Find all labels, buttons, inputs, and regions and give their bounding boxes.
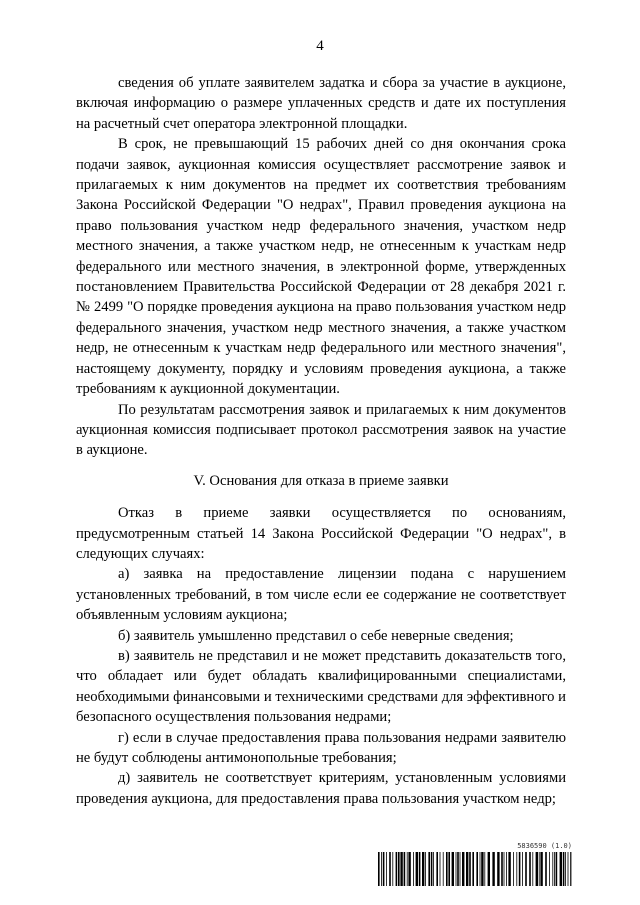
- paragraph: сведения об уплате заявителем задатка и сбора за участие в аукционе, включая информацию о размере уплаченных средств и дате их поступления на расчетный счет оператора электронной площадки.: [76, 75, 566, 132]
- barcode-block: [378, 842, 572, 888]
- document-body: [76, 73, 566, 809]
- barcode-image: [378, 852, 572, 886]
- list-item: б) заявитель умышленно представил о себе неверные сведения;: [118, 627, 514, 644]
- list-item: д) заявитель не соответствует критериям, установленным условиями проведения аукциона, для предоставления права пользования участком недр;: [76, 770, 566, 807]
- section-heading: V. Основания для отказа в приеме заявки: [193, 472, 449, 489]
- paragraph: По результатам рассмотрения заявок и прилагаемых к ним документов аукционная комиссия подписывает протокол рассмотрения заявок на участие в аукционе.: [76, 401, 566, 459]
- barcode-number: 5836590 (1.0): [517, 842, 572, 850]
- paragraph: Отказ в приеме заявки осуществляется по основаниям, предусмотренным статьей 14 Закона Российской Федерации "О недрах", в следующих случаях:: [76, 505, 566, 562]
- list-item: а) заявка на предоставление лицензии подана с нарушением установленных требований, в том числе если ее содержание не соответствует объявленным условиям аукциона;: [76, 566, 566, 624]
- list-item: г) если в случае предоставления права пользования недрами заявителю не будут соблюдены антимонопольные требования;: [76, 729, 566, 766]
- paragraph: В срок, не превышающий 15 рабочих дней со дня окончания срока подачи заявок, аукционная комиссия осуществляет рассмотрение заявок и прилагаемых к ним документов на предмет их соответствия требованиям Закона Российской Федерации "О недрах", Правил проведения аукциона на право пользования участком недр федерального значения, участком недр местного значения, а также участком недр, не отнесенным к участкам недр федерального или местного значения, в электронной форме, утвержденных постановлением Правительства Российской Федерации от 28 декабря 2021 г. № 2499 "О порядке проведения аукциона на право пользования участком недр федерального значения, участком недр местного значения, а также участком недр, не отнесенным к участкам недр федерального или местного значения", настоящему документу, порядку и условиям проведения аукциона, а также требованиям к аукционной документации.: [76, 136, 566, 398]
- page-number: 4: [316, 38, 324, 54]
- list-item: в) заявитель не представил и не может представить доказательств того, что обладает или будет обладать квалифицированными специалистами, необходимыми финансовыми и техническими средствами для эффективного и безопасного осуществления пользования недрами;: [76, 647, 566, 726]
